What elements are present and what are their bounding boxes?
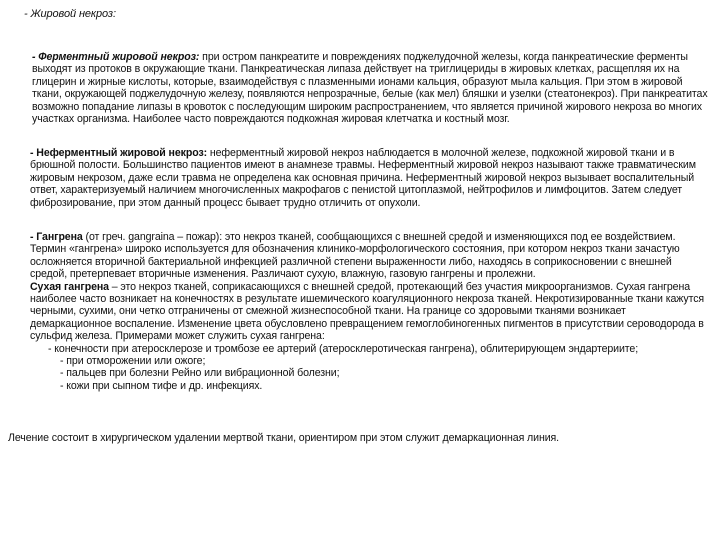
gangrene-paragraph	[30, 231, 710, 392]
enzymatic-text: при остром панкреатите и повреждениях поджелудочной железы, когда панкреатические ферменты выходят из протоков в окружающие ткани. Панкреатическая липаза действует на триглицериды в жировых клетках, расщепляя их на глицерин и жирные кислоты, которые, взаимодействуя с плазменными ионами кальция, образуют мыла кальция. При этом в жировой ткани, окружающей поджелудочную железу, появляются непрозрачные, белые (как мел) бляшки и узелки (стеатонекроз). При панкреатитах возможно попадание липазы в кровоток с последующим широким распространением, что является причиной жирового некроза во многих участках организма. Наиболее часто повреждаются подкожная жировая клетчатка и костный мозг.	[32, 51, 708, 126]
gangrene-list-item: - конечности при атеросклерозе и тромбозе ее артерий (атеросклеротическая гангрена), облитерирующем эндартериите;	[48, 342, 639, 355]
gangrene-list-item: - при отморожении или ожоге;	[60, 355, 206, 368]
gangrene-lead: - Гангрена	[30, 231, 83, 243]
nonenzymatic-text: неферментный жировой некроз наблюдается в молочной железе, подкожной жировой ткани и в брюшной полости. Большинство пациентов имеют в анамнезе травмы. Неферментный жировой некроз называют также травматическим жировым некрозом, даже если травма не определена как основная причина. Неферментный жировой некроз вызывает воспалительный ответ, характеризуемый наличием многочисленных макрофагов с пенистой цитоплазмой, нейтрофилов и лимфоцитов. Затем следует фиброзирование, при этом данный процесс бывает трудно отличить от опухоли.	[30, 147, 696, 209]
treatment-text: Лечение состоит в хирургическом удалении мертвой ткани, ориентиром при этом служит демаркационная линия.	[8, 432, 559, 444]
treatment-paragraph	[8, 432, 708, 444]
section-heading: - Жировой некроз:	[24, 8, 116, 20]
dry-gangrene-lead: Сухая гангрена	[30, 280, 109, 293]
gangrene-list-item: - пальцев при болезни Рейно или вибрационной болезни;	[60, 367, 340, 380]
gangrene-text: (от греч. gangraina – пожар): это некроз тканей, сообщающихся с внешней средой и изменяющихся под ее воздействием. Термин «гангрена» широко используется для обозначения клинико-морфологического состояния, при котором некроз ткани зачастую осложняется вторичной бактериальной инфекцией различной степени выраженности либо, находясь в соприкосновении с внешней средой, претерпевает вторичные изменения. Различают сухую, влажную, газовую гангрены и пролежни.	[30, 231, 680, 281]
enzymatic-necrosis-paragraph	[32, 51, 712, 125]
nonenzymatic-necrosis-paragraph	[30, 147, 702, 209]
nonenzymatic-lead: - Неферментный жировой некроз:	[30, 147, 208, 159]
gangrene-list-item: - кожи при сыпном тифе и др. инфекциях.	[60, 379, 263, 392]
enzymatic-lead: - Ферментный жировой некроз:	[32, 51, 200, 63]
dry-gangrene-text: – это некроз тканей, соприкасающихся с внешней средой, протекающий без участия микроорганизмов. Сухая гангрена наиболее часто возникает на конечностях в результате ишемического коагуляционного некроза тканей. Некротизированные ткани кажутся черными, сухими, они четко отграничены от смежной жизнеспособной ткани. На границе со здоровыми тканями возникает демаркационное воспаление. Изменение цвета обусловлено превращением гемоглобиногенных пигментов в присутствии сероводорода в сульфид железа. Примерами может служить сухая гангрена:	[30, 280, 705, 343]
